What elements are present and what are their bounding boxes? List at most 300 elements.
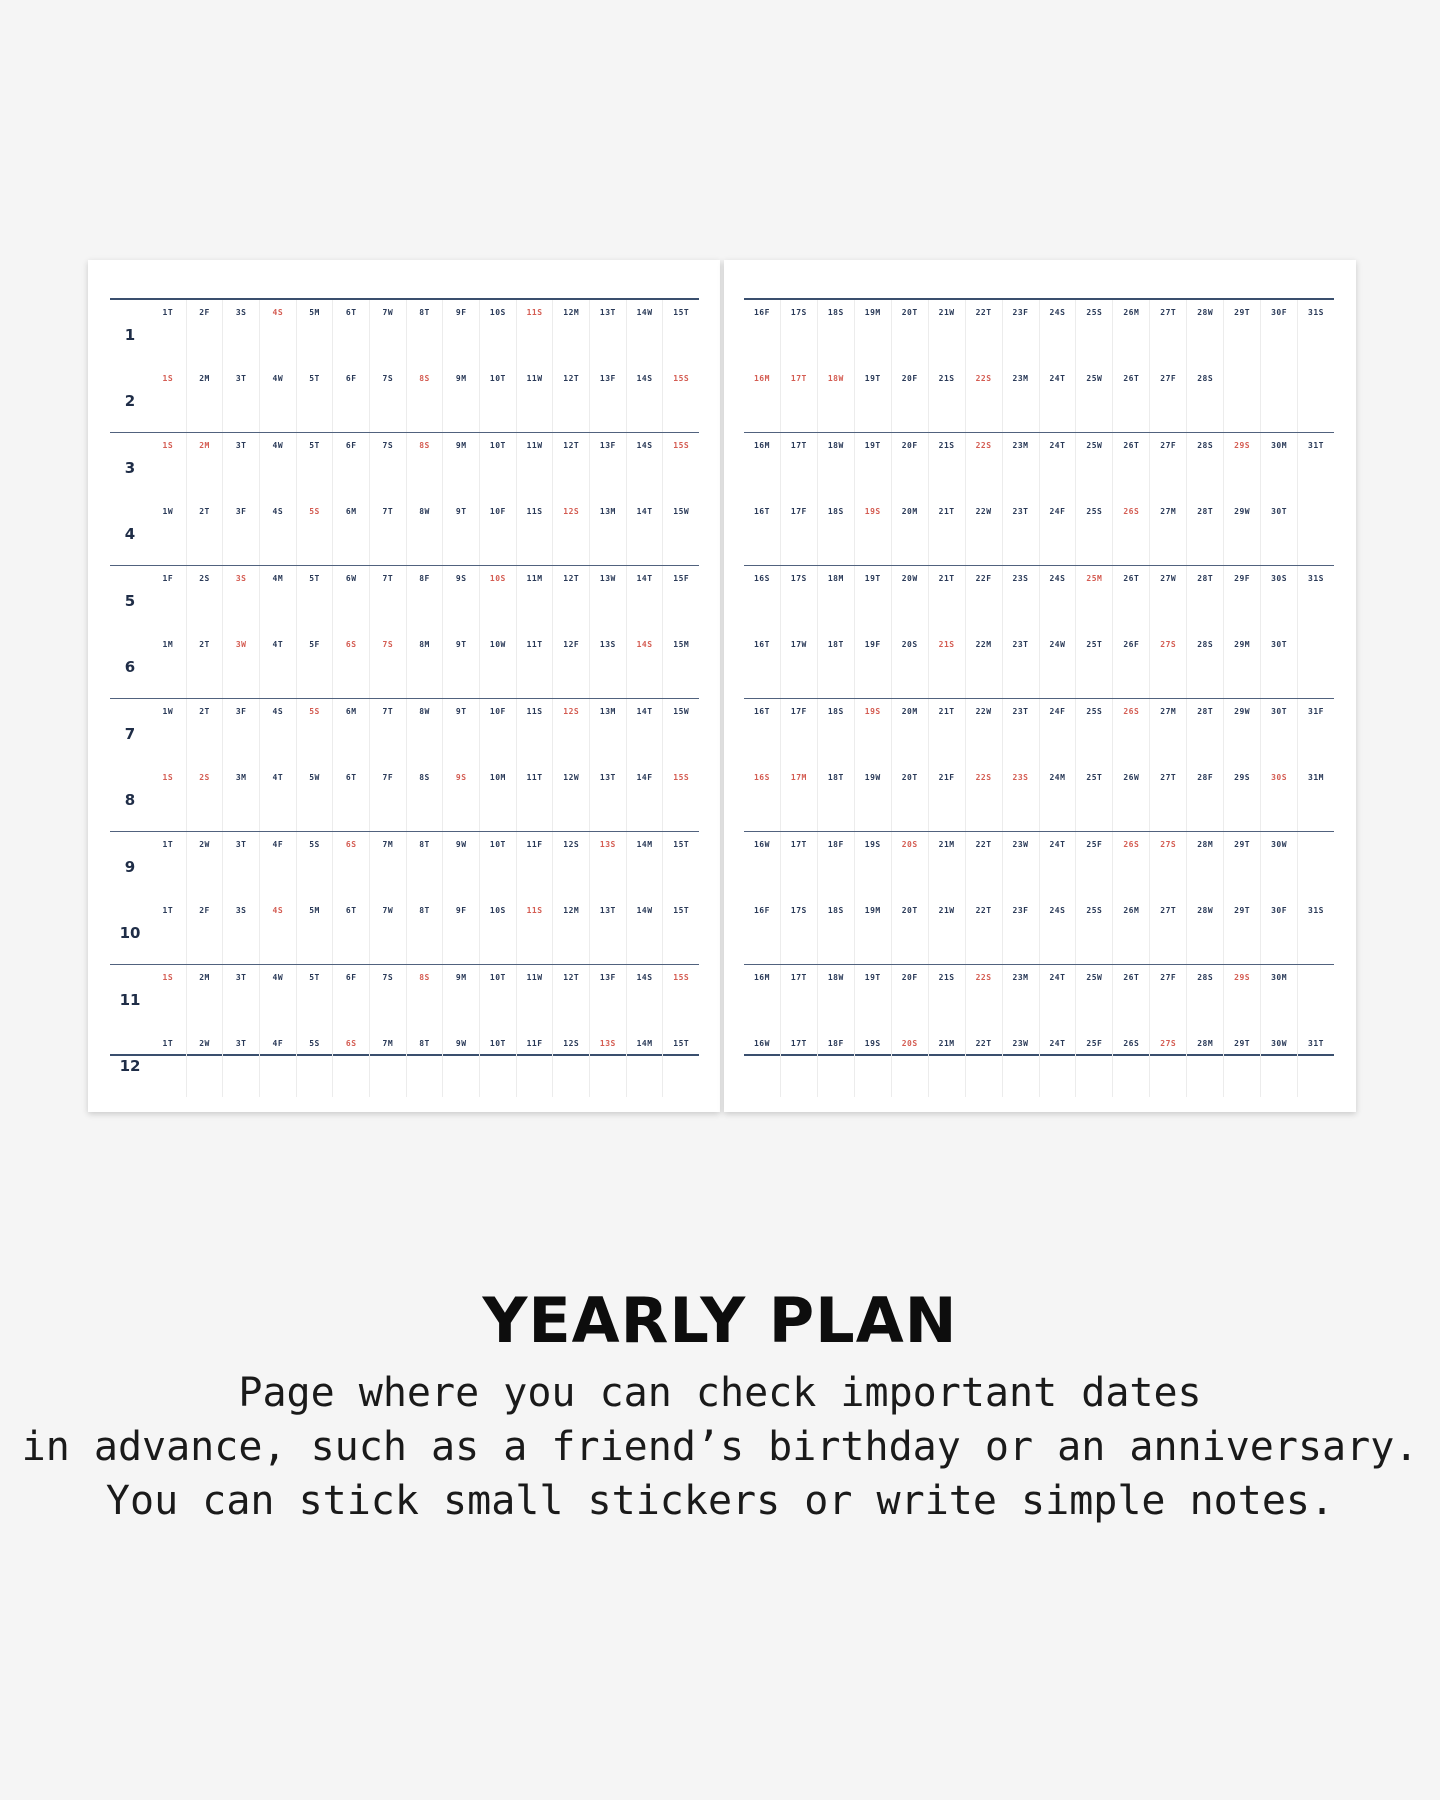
day-cell[interactable]: 4W <box>260 433 297 499</box>
day-cell[interactable]: 9T <box>443 499 480 565</box>
day-cell[interactable]: 9T <box>443 699 480 765</box>
day-cell[interactable]: 15T <box>673 840 690 849</box>
day-cell[interactable]: 6T <box>333 300 370 366</box>
day-cell[interactable]: 5S <box>297 832 334 898</box>
day-cell[interactable]: 2S <box>187 566 224 632</box>
day-cell[interactable]: 4F <box>260 1031 297 1097</box>
day-cell[interactable]: 18F <box>818 1031 855 1097</box>
day-cell[interactable]: 4F <box>260 832 297 898</box>
day-cell[interactable]: 22S <box>966 433 1003 499</box>
day-cell[interactable]: 22W <box>966 699 1003 765</box>
day-cell[interactable]: 23M <box>1003 965 1040 1031</box>
day-cell[interactable]: 18S <box>818 699 855 765</box>
day-cell[interactable]: 25W <box>1076 366 1113 432</box>
day-cell[interactable]: 1S <box>150 366 187 432</box>
day-cell[interactable]: 15T <box>673 906 690 915</box>
day-cell[interactable]: 23T <box>1003 499 1040 565</box>
day-cell[interactable]: 8W <box>407 699 444 765</box>
day-cell[interactable]: 1W <box>150 499 187 565</box>
day-cell[interactable]: 9M <box>443 366 480 432</box>
day-cell[interactable]: 13F <box>590 965 627 1031</box>
day-cell[interactable]: 8T <box>407 300 444 366</box>
day-cell[interactable]: 20M <box>892 699 929 765</box>
day-cell[interactable]: 21W <box>929 898 966 964</box>
day-cell[interactable]: 18W <box>818 965 855 1031</box>
day-cell[interactable]: 22T <box>966 1031 1003 1097</box>
day-cell[interactable]: 25M <box>1076 566 1113 632</box>
day-cell[interactable]: 27S <box>1150 1031 1187 1097</box>
day-cell[interactable]: 25T <box>1076 632 1113 698</box>
day-cell[interactable]: 5T <box>297 965 334 1031</box>
day-cell[interactable]: 3S <box>223 898 260 964</box>
day-cell[interactable]: 24T <box>1040 433 1077 499</box>
day-cell[interactable]: 20S <box>892 832 929 898</box>
day-cell[interactable]: 8T <box>407 832 444 898</box>
day-cell[interactable]: 5M <box>297 300 334 366</box>
day-cell[interactable]: 29T <box>1224 1031 1261 1097</box>
day-cell[interactable]: 17T <box>781 965 818 1031</box>
day-cell[interactable]: 27F <box>1150 433 1187 499</box>
day-cell[interactable]: 1W <box>150 699 187 765</box>
day-cell[interactable]: 19S <box>855 699 892 765</box>
day-cell[interactable]: 9T <box>443 632 480 698</box>
day-cell[interactable]: 5S <box>297 499 334 565</box>
day-cell[interactable]: 30S <box>1261 765 1298 831</box>
day-cell[interactable]: 26M <box>1113 898 1150 964</box>
day-cell[interactable]: 7W <box>370 300 407 366</box>
day-cell[interactable]: 16M <box>744 433 781 499</box>
day-cell[interactable]: 27F <box>1150 366 1187 432</box>
day-cell[interactable]: 10T <box>480 1031 517 1097</box>
day-cell[interactable]: 13T <box>590 300 627 366</box>
day-cell[interactable]: 14S <box>627 433 664 499</box>
day-cell[interactable]: 30T <box>1261 632 1298 698</box>
day-cell[interactable]: 23T <box>1003 632 1040 698</box>
day-cell[interactable]: 13F <box>590 366 627 432</box>
day-cell[interactable]: 30T <box>1261 499 1298 565</box>
day-cell[interactable]: 29T <box>1224 832 1261 898</box>
day-cell[interactable]: 24S <box>1040 566 1077 632</box>
day-cell[interactable]: 1M <box>150 632 187 698</box>
day-cell[interactable]: 8S <box>407 366 444 432</box>
day-cell[interactable]: 29F <box>1224 566 1261 632</box>
day-cell[interactable]: 26S <box>1113 832 1150 898</box>
day-cell[interactable]: 10S <box>480 566 517 632</box>
day-cell[interactable]: 1T <box>150 1031 187 1097</box>
day-cell[interactable]: 30M <box>1261 433 1298 499</box>
day-cell[interactable] <box>1298 965 1334 1031</box>
day-cell[interactable]: 6M <box>333 699 370 765</box>
day-cell[interactable]: 2T <box>187 499 224 565</box>
day-cell[interactable]: 16M <box>744 965 781 1031</box>
day-cell[interactable]: 10T <box>480 433 517 499</box>
day-cell[interactable]: 28W <box>1187 300 1224 366</box>
day-cell[interactable]: 16T <box>744 699 781 765</box>
day-cell[interactable]: 11T <box>517 632 554 698</box>
day-cell[interactable]: 23W <box>1003 1031 1040 1097</box>
day-cell[interactable]: 15W <box>673 507 690 516</box>
day-cell[interactable]: 2W <box>187 832 224 898</box>
day-cell[interactable]: 9F <box>443 898 480 964</box>
day-cell[interactable]: 3W <box>223 632 260 698</box>
day-cell[interactable]: 26S <box>1113 499 1150 565</box>
day-cell[interactable]: 31T <box>1308 441 1324 450</box>
day-cell[interactable]: 14W <box>627 898 664 964</box>
day-cell[interactable]: 13S <box>590 832 627 898</box>
day-cell[interactable]: 14W <box>627 300 664 366</box>
day-cell[interactable]: 12M <box>553 898 590 964</box>
day-cell[interactable]: 10S <box>480 898 517 964</box>
day-cell[interactable]: 18T <box>818 632 855 698</box>
day-cell[interactable]: 14T <box>627 566 664 632</box>
day-cell[interactable]: 2T <box>187 699 224 765</box>
day-cell[interactable]: 12S <box>553 1031 590 1097</box>
day-cell[interactable]: 18T <box>818 765 855 831</box>
day-cell[interactable]: 19S <box>855 832 892 898</box>
day-cell[interactable]: 25W <box>1076 433 1113 499</box>
day-cell[interactable]: 13M <box>590 499 627 565</box>
day-cell[interactable]: 3F <box>223 699 260 765</box>
day-cell[interactable]: 7S <box>370 965 407 1031</box>
day-cell[interactable]: 19T <box>855 965 892 1031</box>
day-cell[interactable]: 25S <box>1076 699 1113 765</box>
day-cell[interactable]: 7T <box>370 699 407 765</box>
day-cell[interactable]: 6W <box>333 566 370 632</box>
day-cell[interactable]: 2F <box>187 300 224 366</box>
day-cell[interactable]: 2M <box>187 366 224 432</box>
day-cell[interactable]: 6T <box>333 765 370 831</box>
day-cell[interactable]: 15F <box>673 574 690 583</box>
day-cell[interactable]: 7M <box>370 1031 407 1097</box>
day-cell[interactable]: 11S <box>517 898 554 964</box>
day-cell[interactable]: 14M <box>627 832 664 898</box>
day-cell[interactable]: 18S <box>818 300 855 366</box>
day-cell[interactable]: 15S <box>673 374 690 383</box>
day-cell[interactable]: 27F <box>1150 965 1187 1031</box>
day-cell[interactable]: 4T <box>260 765 297 831</box>
day-cell[interactable]: 15S <box>673 773 690 782</box>
day-cell[interactable]: 27T <box>1150 898 1187 964</box>
day-cell[interactable]: 23S <box>1003 566 1040 632</box>
day-cell[interactable]: 11W <box>517 433 554 499</box>
day-cell[interactable]: 20T <box>892 898 929 964</box>
day-cell[interactable]: 16T <box>744 499 781 565</box>
day-cell[interactable]: 28T <box>1187 499 1224 565</box>
day-cell[interactable]: 4W <box>260 366 297 432</box>
day-cell[interactable]: 13T <box>590 765 627 831</box>
day-cell[interactable]: 2W <box>187 1031 224 1097</box>
day-cell[interactable]: 17T <box>781 366 818 432</box>
day-cell[interactable]: 28W <box>1187 898 1224 964</box>
day-cell[interactable]: 23T <box>1003 699 1040 765</box>
day-cell[interactable]: 7W <box>370 898 407 964</box>
day-cell[interactable]: 28S <box>1187 433 1224 499</box>
day-cell[interactable]: 20T <box>892 765 929 831</box>
day-cell[interactable]: 6T <box>333 898 370 964</box>
day-cell[interactable]: 9W <box>443 1031 480 1097</box>
day-cell[interactable]: 21S <box>929 965 966 1031</box>
day-cell[interactable]: 28S <box>1187 632 1224 698</box>
day-cell[interactable]: 3T <box>223 1031 260 1097</box>
day-cell[interactable]: 30W <box>1261 1031 1298 1097</box>
day-cell[interactable]: 27S <box>1150 832 1187 898</box>
day-cell[interactable]: 2T <box>187 632 224 698</box>
day-cell[interactable]: 14T <box>627 499 664 565</box>
day-cell[interactable]: 11T <box>517 765 554 831</box>
day-cell[interactable]: 2M <box>187 965 224 1031</box>
day-cell[interactable]: 10T <box>480 366 517 432</box>
day-cell[interactable]: 17S <box>781 300 818 366</box>
day-cell[interactable]: 15T <box>673 308 690 317</box>
day-cell[interactable]: 1F <box>150 566 187 632</box>
day-cell[interactable]: 26T <box>1113 965 1150 1031</box>
day-cell[interactable]: 11W <box>517 965 554 1031</box>
day-cell[interactable]: 25T <box>1076 765 1113 831</box>
day-cell[interactable]: 19W <box>855 765 892 831</box>
day-cell[interactable]: 10F <box>480 699 517 765</box>
day-cell[interactable]: 21M <box>929 832 966 898</box>
day-cell[interactable]: 14S <box>627 366 664 432</box>
day-cell[interactable] <box>1298 632 1334 698</box>
day-cell[interactable]: 21S <box>929 366 966 432</box>
day-cell[interactable]: 16W <box>744 1031 781 1097</box>
day-cell[interactable]: 25W <box>1076 965 1113 1031</box>
day-cell[interactable]: 10F <box>480 499 517 565</box>
day-cell[interactable]: 27M <box>1150 499 1187 565</box>
day-cell[interactable]: 4W <box>260 965 297 1031</box>
day-cell[interactable]: 6F <box>333 965 370 1031</box>
day-cell[interactable]: 8T <box>407 898 444 964</box>
day-cell[interactable] <box>1298 832 1334 898</box>
day-cell[interactable]: 30M <box>1261 965 1298 1031</box>
day-cell[interactable]: 11M <box>517 566 554 632</box>
day-cell[interactable]: 21W <box>929 300 966 366</box>
day-cell[interactable]: 29W <box>1224 499 1261 565</box>
day-cell[interactable]: 29T <box>1224 898 1261 964</box>
day-cell[interactable]: 17T <box>781 832 818 898</box>
day-cell[interactable]: 20S <box>892 1031 929 1097</box>
day-cell[interactable]: 13T <box>590 898 627 964</box>
day-cell[interactable]: 24S <box>1040 898 1077 964</box>
day-cell[interactable]: 4S <box>260 699 297 765</box>
day-cell[interactable]: 8M <box>407 632 444 698</box>
day-cell[interactable] <box>1298 366 1334 432</box>
day-cell[interactable]: 9M <box>443 433 480 499</box>
day-cell[interactable]: 8S <box>407 433 444 499</box>
day-cell[interactable]: 23M <box>1003 433 1040 499</box>
day-cell[interactable]: 7S <box>370 433 407 499</box>
day-cell[interactable]: 21T <box>929 499 966 565</box>
day-cell[interactable]: 22F <box>966 566 1003 632</box>
day-cell[interactable]: 11S <box>517 300 554 366</box>
day-cell[interactable]: 29S <box>1224 433 1261 499</box>
day-cell[interactable]: 5S <box>297 1031 334 1097</box>
day-cell[interactable]: 31T <box>1308 1039 1324 1048</box>
day-cell[interactable]: 16S <box>744 765 781 831</box>
day-cell[interactable]: 11S <box>517 499 554 565</box>
day-cell[interactable]: 5S <box>297 699 334 765</box>
day-cell[interactable]: 25S <box>1076 898 1113 964</box>
day-cell[interactable]: 10T <box>480 832 517 898</box>
day-cell[interactable]: 10S <box>480 300 517 366</box>
day-cell[interactable]: 3T <box>223 433 260 499</box>
day-cell[interactable]: 12S <box>553 832 590 898</box>
day-cell[interactable]: 17M <box>781 765 818 831</box>
day-cell[interactable]: 31S <box>1308 308 1324 317</box>
day-cell[interactable]: 24W <box>1040 632 1077 698</box>
day-cell[interactable]: 6S <box>333 1031 370 1097</box>
day-cell[interactable]: 5T <box>297 433 334 499</box>
day-cell[interactable]: 20S <box>892 632 929 698</box>
day-cell[interactable]: 1T <box>150 300 187 366</box>
day-cell[interactable]: 22W <box>966 499 1003 565</box>
day-cell[interactable]: 19T <box>855 566 892 632</box>
day-cell[interactable]: 19S <box>855 499 892 565</box>
day-cell[interactable]: 31S <box>1308 906 1324 915</box>
day-cell[interactable]: 6F <box>333 366 370 432</box>
day-cell[interactable]: 12M <box>553 300 590 366</box>
day-cell[interactable]: 7F <box>370 765 407 831</box>
day-cell[interactable]: 15M <box>673 640 690 649</box>
day-cell[interactable]: 30F <box>1261 300 1298 366</box>
day-cell[interactable]: 2F <box>187 898 224 964</box>
day-cell[interactable]: 20F <box>892 433 929 499</box>
day-cell[interactable]: 29T <box>1224 300 1261 366</box>
day-cell[interactable]: 8F <box>407 566 444 632</box>
day-cell[interactable]: 6F <box>333 433 370 499</box>
day-cell[interactable]: 24T <box>1040 1031 1077 1097</box>
day-cell[interactable]: 12T <box>553 566 590 632</box>
day-cell[interactable]: 19T <box>855 433 892 499</box>
day-cell[interactable]: 26W <box>1113 765 1150 831</box>
day-cell[interactable]: 21S <box>929 632 966 698</box>
day-cell[interactable]: 3M <box>223 765 260 831</box>
day-cell[interactable]: 22S <box>966 965 1003 1031</box>
day-cell[interactable]: 14S <box>627 965 664 1031</box>
day-cell[interactable]: 8W <box>407 499 444 565</box>
day-cell[interactable]: 22S <box>966 765 1003 831</box>
day-cell[interactable]: 18S <box>818 499 855 565</box>
day-cell[interactable]: 23S <box>1003 765 1040 831</box>
day-cell[interactable]: 24T <box>1040 965 1077 1031</box>
day-cell[interactable]: 9S <box>443 765 480 831</box>
day-cell[interactable]: 16F <box>744 898 781 964</box>
day-cell[interactable] <box>1298 499 1334 565</box>
day-cell[interactable]: 5T <box>297 366 334 432</box>
day-cell[interactable]: 12T <box>553 965 590 1031</box>
day-cell[interactable]: 19M <box>855 300 892 366</box>
day-cell[interactable]: 27M <box>1150 699 1187 765</box>
day-cell[interactable]: 14F <box>627 765 664 831</box>
day-cell[interactable]: 7T <box>370 566 407 632</box>
day-cell[interactable]: 4M <box>260 566 297 632</box>
day-cell[interactable]: 1T <box>150 832 187 898</box>
day-cell[interactable]: 25F <box>1076 1031 1113 1097</box>
day-cell[interactable]: 29S <box>1224 765 1261 831</box>
day-cell[interactable]: 11S <box>517 699 554 765</box>
day-cell[interactable]: 3S <box>223 566 260 632</box>
day-cell[interactable]: 30W <box>1261 832 1298 898</box>
day-cell[interactable]: 4S <box>260 300 297 366</box>
day-cell[interactable]: 18W <box>818 433 855 499</box>
day-cell[interactable]: 26T <box>1113 366 1150 432</box>
day-cell[interactable]: 4S <box>260 898 297 964</box>
day-cell[interactable]: 16F <box>744 300 781 366</box>
day-cell[interactable]: 15W <box>673 707 690 716</box>
day-cell[interactable]: 20W <box>892 566 929 632</box>
day-cell[interactable]: 2S <box>187 765 224 831</box>
day-cell[interactable]: 21M <box>929 1031 966 1097</box>
day-cell[interactable]: 4T <box>260 632 297 698</box>
day-cell[interactable]: 19F <box>855 632 892 698</box>
day-cell[interactable]: 7S <box>370 632 407 698</box>
day-cell[interactable]: 27T <box>1150 300 1187 366</box>
day-cell[interactable]: 18W <box>818 366 855 432</box>
day-cell[interactable]: 13S <box>590 1031 627 1097</box>
day-cell[interactable]: 5T <box>297 566 334 632</box>
day-cell[interactable]: 24F <box>1040 499 1077 565</box>
day-cell[interactable]: 13W <box>590 566 627 632</box>
day-cell[interactable]: 3T <box>223 366 260 432</box>
day-cell[interactable]: 9W <box>443 832 480 898</box>
day-cell[interactable]: 27W <box>1150 566 1187 632</box>
day-cell[interactable]: 2M <box>187 433 224 499</box>
day-cell[interactable]: 9M <box>443 965 480 1031</box>
day-cell[interactable]: 7M <box>370 832 407 898</box>
day-cell[interactable]: 22T <box>966 300 1003 366</box>
day-cell[interactable]: 23W <box>1003 832 1040 898</box>
day-cell[interactable]: 24F <box>1040 699 1077 765</box>
day-cell[interactable]: 10W <box>480 632 517 698</box>
day-cell[interactable]: 28F <box>1187 765 1224 831</box>
day-cell[interactable]: 24S <box>1040 300 1077 366</box>
day-cell[interactable]: 1T <box>150 898 187 964</box>
day-cell[interactable]: 24M <box>1040 765 1077 831</box>
day-cell[interactable]: 16T <box>744 632 781 698</box>
day-cell[interactable]: 9S <box>443 566 480 632</box>
day-cell[interactable]: 21S <box>929 433 966 499</box>
day-cell[interactable]: 13S <box>590 632 627 698</box>
day-cell[interactable]: 3T <box>223 965 260 1031</box>
day-cell[interactable]: 15S <box>673 973 690 982</box>
day-cell[interactable]: 26S <box>1113 1031 1150 1097</box>
day-cell[interactable]: 6S <box>333 832 370 898</box>
day-cell[interactable]: 31S <box>1308 574 1324 583</box>
day-cell[interactable]: 1S <box>150 765 187 831</box>
day-cell[interactable]: 27S <box>1150 632 1187 698</box>
day-cell[interactable]: 22M <box>966 632 1003 698</box>
day-cell[interactable]: 17W <box>781 632 818 698</box>
day-cell[interactable]: 19S <box>855 1031 892 1097</box>
day-cell[interactable]: 17F <box>781 699 818 765</box>
day-cell[interactable]: 30T <box>1261 699 1298 765</box>
day-cell[interactable]: 28M <box>1187 832 1224 898</box>
day-cell[interactable]: 31F <box>1308 707 1324 716</box>
day-cell[interactable]: 28S <box>1187 965 1224 1031</box>
day-cell[interactable]: 28M <box>1187 1031 1224 1097</box>
day-cell[interactable]: 15T <box>673 1039 690 1048</box>
day-cell[interactable]: 7T <box>370 499 407 565</box>
day-cell[interactable]: 24T <box>1040 832 1077 898</box>
day-cell[interactable]: 14M <box>627 1031 664 1097</box>
day-cell[interactable]: 8T <box>407 1031 444 1097</box>
day-cell[interactable]: 31M <box>1308 773 1324 782</box>
day-cell[interactable]: 14S <box>627 632 664 698</box>
day-cell[interactable]: 30S <box>1261 566 1298 632</box>
day-cell[interactable]: 24T <box>1040 366 1077 432</box>
day-cell[interactable]: 12S <box>553 499 590 565</box>
day-cell[interactable]: 25S <box>1076 499 1113 565</box>
